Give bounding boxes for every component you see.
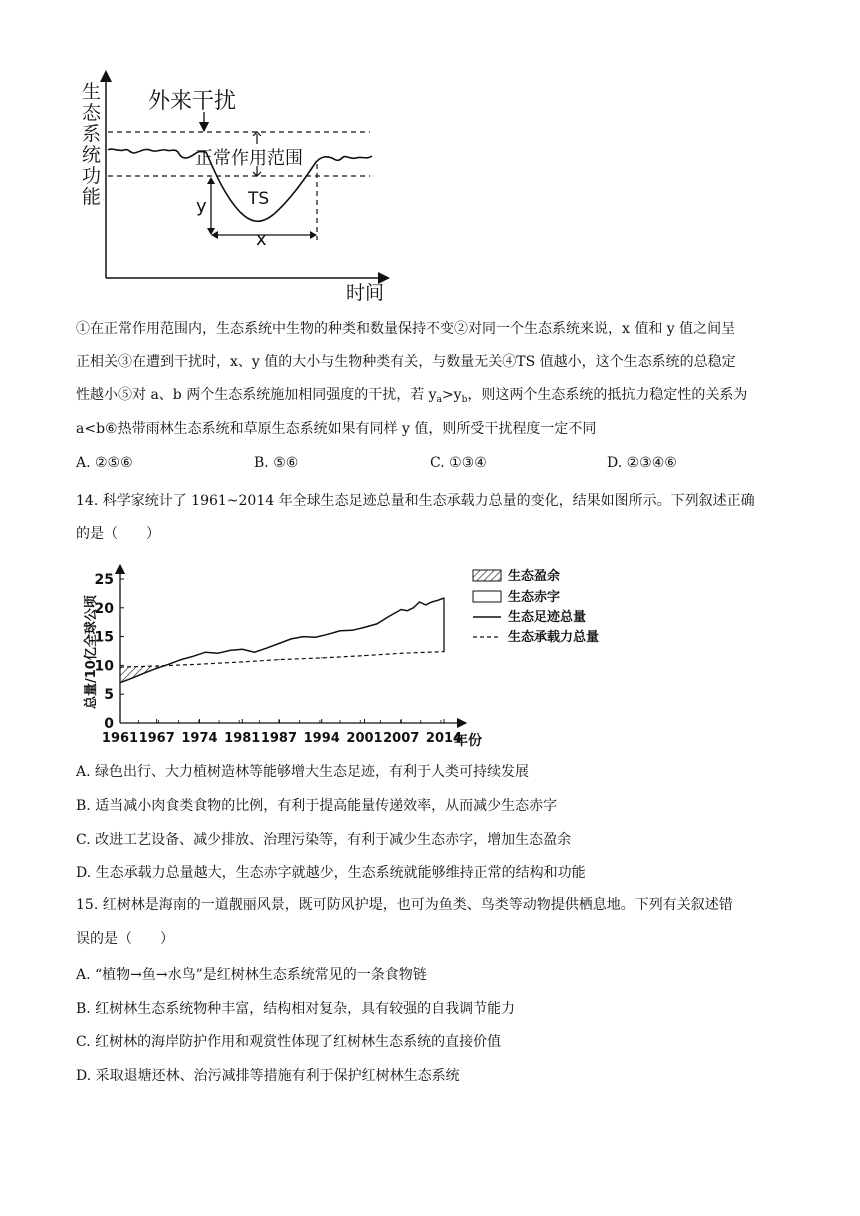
x-label: x	[256, 229, 267, 250]
q14-option-a[interactable]: A. 绿色出行、大力植树造林等能够增大生态足迹，有利于人类可持续发展	[76, 764, 530, 780]
footprint-point	[339, 630, 340, 631]
x-tick-label: 1987	[260, 731, 298, 746]
legend-footprint-label: 生态足迹总量	[508, 610, 587, 625]
legend-deficit-label: 生态赤字	[508, 590, 561, 605]
stability-diagram	[0, 0, 860, 305]
capacity-point	[242, 661, 243, 662]
q15-option-d[interactable]: D. 采取退塘还林、治污减排等措施有利于保护红树林生态系统	[76, 1068, 460, 1084]
footprint-point	[327, 634, 328, 635]
capacity-point	[401, 653, 402, 654]
svg-text:生: 生	[82, 81, 102, 103]
footprint-point	[254, 652, 255, 653]
footprint-point	[217, 653, 218, 654]
footprint-line	[120, 598, 444, 683]
footprint-point	[168, 664, 169, 665]
footprint-point	[193, 656, 194, 657]
q15-stem-line1: 15. 红树林是海南的一道靓丽风景，既可防风护堤，也可为鱼类、鸟类等动物提供栖息地。下列有关叙述错	[76, 897, 733, 913]
legend-surplus-label: 生态盈余	[508, 569, 561, 584]
capacity-point	[156, 665, 157, 666]
footprint-point	[132, 677, 133, 678]
capacity-point	[199, 664, 200, 665]
capacity-point	[321, 657, 322, 658]
legend-surplus-swatch	[473, 570, 501, 581]
legend-capacity-label: 生态承载力总量	[508, 630, 600, 645]
x-tick-label: 1967	[138, 731, 175, 746]
q13-statements-line4: a<b⑥热带雨林生态系统和草原生态系统如果有同样 y 值，则所受干扰程度一定不同	[76, 421, 597, 437]
q14-option-d[interactable]: D. 生态承载力总量越大，生态赤字就越少，生态系统就能够维持正常的结构和功能	[76, 865, 586, 881]
footprint-point	[315, 637, 316, 638]
y-tick-label: 25	[94, 572, 114, 588]
x-tick-label: 1994	[303, 731, 340, 746]
y-label: y	[196, 196, 207, 217]
footprint-point	[266, 648, 267, 649]
svg-text:统: 统	[82, 144, 102, 166]
svg-text:态: 态	[82, 102, 102, 124]
q15-option-b[interactable]: B. 红树林生态系统物种丰富，结构相对复杂，具有较强的自我调节能力	[76, 1001, 516, 1017]
q14-option-c[interactable]: C. 改进工艺设备、减少排放、治理污染等，有利于减少生态赤字，增加生态盈余	[76, 832, 572, 848]
disturbance-label: 外来干扰	[148, 89, 237, 114]
q14-stem-line1: 14. 科学家统计了 1961~2014 年全球生态足迹总量和生态承载力总量的变化，结果如图所示。下列叙述正确	[76, 493, 755, 509]
footprint-chart	[0, 555, 860, 755]
capacity-point	[443, 651, 444, 652]
y-tick-label: 0	[104, 716, 114, 732]
footprint-point	[401, 609, 402, 610]
footprint-point	[419, 601, 420, 602]
footprint-point	[181, 659, 182, 660]
footprint-point	[291, 638, 292, 639]
x-axis-label: 时间	[346, 282, 385, 304]
footprint-point	[242, 649, 243, 650]
footprint-point	[407, 610, 408, 611]
footprint-point	[413, 607, 414, 608]
footprint-point	[229, 650, 230, 651]
capacity-point	[278, 659, 279, 660]
q13-statements-line2: 正相关③在遭到干扰时，x、y 值的大小与生物种类有关，与数量无关④TS 值越小，这个生态系统的总稳定	[76, 354, 736, 370]
q14-stem-line2: 的是（ ）	[76, 526, 160, 542]
normal-range-label: 正常作用范围	[195, 148, 303, 169]
footprint-point	[376, 623, 377, 624]
footprint-point	[443, 597, 444, 598]
footprint-point	[425, 604, 426, 605]
footprint-point	[388, 616, 389, 617]
q13-option-c[interactable]: C. ①③④	[430, 455, 487, 471]
footprint-point	[278, 643, 279, 644]
chart-xlabel: 年份	[454, 733, 482, 749]
y-tick-label: 20	[94, 600, 114, 617]
y-tick-label: 15	[94, 629, 114, 646]
q15-stem-line2: 误的是（ ）	[76, 931, 174, 947]
footprint-point	[437, 600, 438, 601]
q13-option-d[interactable]: D. ②③④⑥	[607, 455, 677, 471]
footprint-point	[364, 627, 365, 628]
x-tick-label: 2007	[383, 731, 420, 746]
footprint-point	[303, 636, 304, 637]
footprint-point	[352, 630, 353, 631]
capacity-point	[364, 655, 365, 656]
footprint-point	[205, 652, 206, 653]
y-tick-label: 5	[104, 687, 114, 704]
q13-option-b[interactable]: B. ⑤⑥	[254, 455, 299, 471]
svg-text:能: 能	[82, 186, 102, 208]
q13-statements-line1: ①在正常作用范围内，生态系统中生物的种类和数量保持不变②对同一个生态系统来说，x 值和 y 值之间呈	[76, 321, 736, 337]
svg-text:功: 功	[82, 165, 102, 187]
x-tick-label: 1981	[224, 731, 261, 746]
y-tick-label: 10	[94, 658, 114, 675]
legend-deficit-swatch	[473, 591, 501, 602]
q15-option-c[interactable]: C. 红树林的海岸防护作用和观赏性体现了红树林生态系统的直接价值	[76, 1034, 502, 1050]
footprint-point	[431, 601, 432, 602]
x-tick-label: 1974	[181, 731, 218, 746]
svg-text:系: 系	[82, 123, 102, 145]
q15-option-a[interactable]: A. “植物→鱼→水鸟”是红树林生态系统常见的一条食物链	[76, 967, 427, 983]
q13-option-a[interactable]: A. ②⑤⑥	[76, 455, 133, 471]
chart-ylabel: 总量/10亿全球公顷	[84, 595, 99, 709]
q14-option-b[interactable]: B. 适当减小肉食类食物的比例，有利于提高能量传递效率，从而减少生态赤字	[76, 798, 558, 814]
q13-statements-line3: 性越小⑤对 a、b 两个生态系统施加相同强度的干扰，若 $y_a>y_b$，则这两个生态系统的抵抗力稳定性的关系为	[76, 387, 748, 405]
x-tick-label: 2014	[425, 731, 463, 746]
ts-label: TS	[248, 189, 270, 209]
x-tick-label: 2001	[346, 731, 383, 746]
x-tick-label: 1961	[101, 731, 139, 746]
y-axis-label	[82, 81, 102, 208]
chart-legend	[473, 568, 599, 645]
footprint-point	[144, 672, 145, 673]
footprint-point	[156, 668, 157, 669]
